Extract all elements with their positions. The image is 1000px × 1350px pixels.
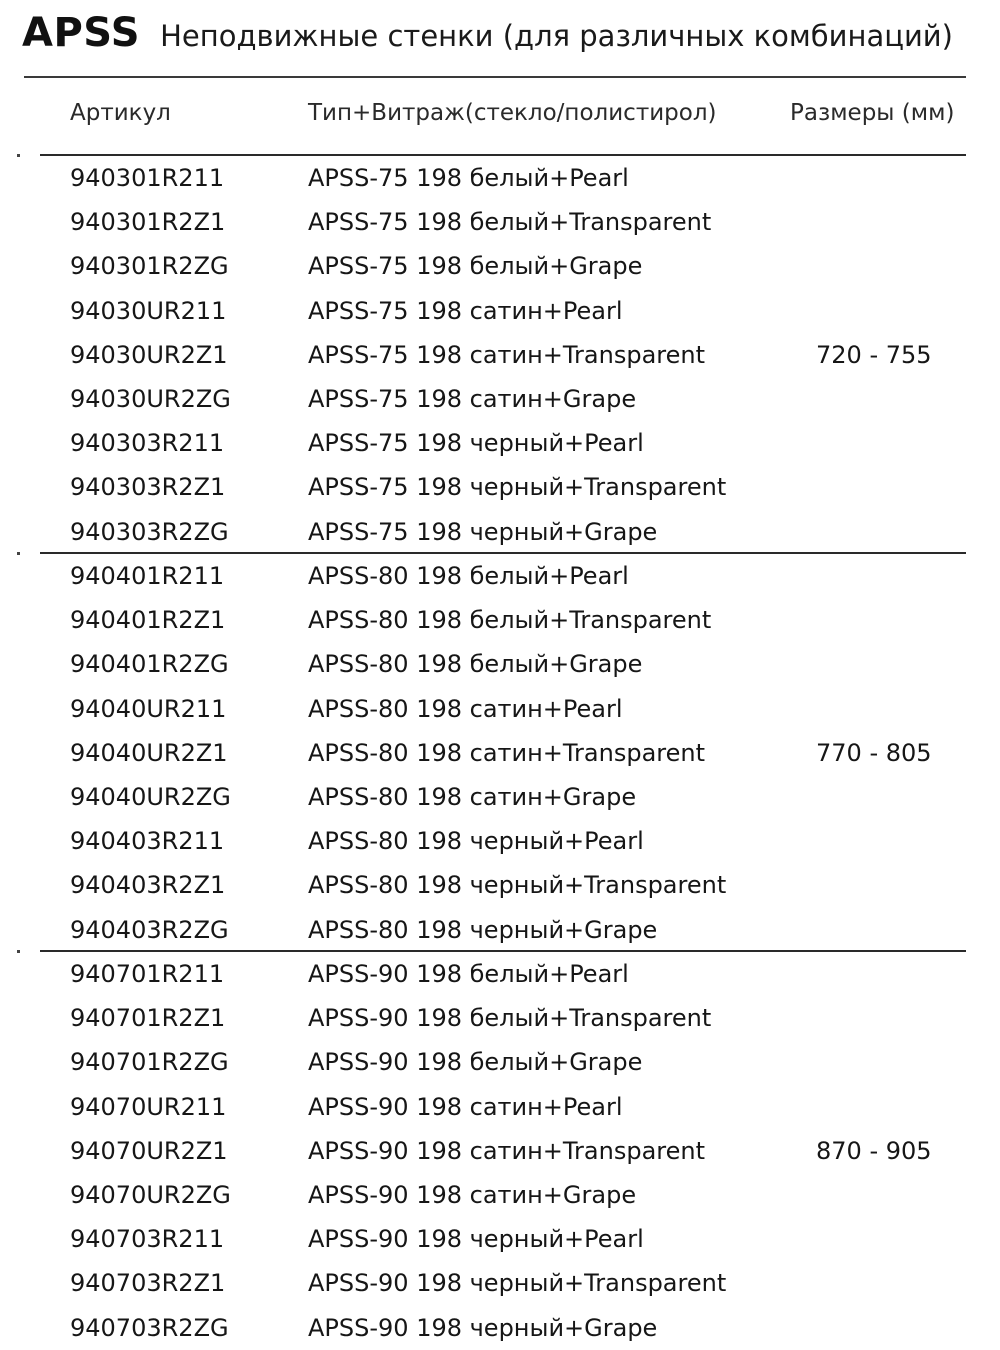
product-type: APSS-90 198 сатин+Grape (308, 1181, 637, 1209)
product-type: APSS-80 198 черный+Grape (308, 915, 658, 944)
article-code: 94070UR2ZG (70, 1181, 231, 1209)
table-group (0, 554, 1000, 952)
product-type: APSS-80 198 черный+Pearl (308, 827, 644, 856)
product-type: APSS-90 198 белый+Pearl (308, 960, 629, 988)
table-row (0, 421, 1000, 465)
group-divider (40, 950, 966, 952)
article-code: 940301R211 (70, 164, 225, 192)
table-row (0, 908, 1000, 952)
product-type: APSS-75 198 черный+Grape (308, 517, 658, 546)
product-type: APSS-75 198 черный+Pearl (308, 429, 644, 458)
article-code: 940403R211 (70, 827, 225, 856)
article-code: 94040UR2ZG (70, 783, 231, 811)
product-type: APSS-80 198 белый+Pearl (308, 562, 629, 590)
size-range: 770 - 805 (816, 738, 932, 767)
table-row (0, 465, 1000, 509)
article-code: 940301R2Z1 (70, 208, 226, 237)
column-header-size: Размеры (мм) (790, 100, 955, 126)
divider-mark (17, 552, 20, 555)
product-type: APSS-90 198 черный+Pearl (308, 1225, 644, 1254)
table-row (0, 687, 1000, 731)
table-row (0, 244, 1000, 288)
article-code: 940701R211 (70, 960, 225, 988)
article-code: 94030UR211 (70, 296, 227, 325)
group-divider (40, 552, 966, 554)
product-type: APSS-75 198 черный+Transparent (308, 473, 727, 502)
table-row (0, 1085, 1000, 1129)
size-range: 870 - 905 (816, 1136, 932, 1165)
table-row (0, 642, 1000, 686)
article-code: 940703R2Z1 (70, 1269, 226, 1298)
table-row (0, 1217, 1000, 1261)
product-type: APSS-80 198 сатин+Transparent (308, 738, 705, 767)
article-code: 94040UR2Z1 (70, 738, 228, 767)
table-row (0, 510, 1000, 554)
article-code: 940403R2Z1 (70, 871, 226, 900)
article-code: 940703R2ZG (70, 1313, 229, 1342)
article-code: 940701R2Z1 (70, 1004, 226, 1033)
article-code: 940401R2ZG (70, 650, 229, 679)
product-type: APSS-90 198 черный+Grape (308, 1313, 658, 1342)
product-type: APSS-90 198 сатин+Pearl (308, 1092, 623, 1121)
article-code: 940403R2ZG (70, 915, 229, 944)
product-type: APSS-90 198 сатин+Transparent (308, 1136, 705, 1165)
table-row (0, 200, 1000, 244)
article-code: 940303R2Z1 (70, 473, 226, 502)
article-code: 94030UR2Z1 (70, 340, 228, 369)
product-type: APSS-75 198 сатин+Transparent (308, 340, 705, 369)
title-divider (24, 76, 966, 78)
product-type: APSS-80 198 белый+Transparent (308, 606, 712, 635)
article-code: 940701R2ZG (70, 1048, 229, 1077)
document-title (22, 10, 953, 70)
article-code: 94070UR2Z1 (70, 1136, 228, 1165)
divider-mark (17, 950, 20, 953)
brand-name: APSS (22, 10, 141, 56)
article-code: 94040UR211 (70, 694, 227, 723)
product-type: APSS-75 198 белый+Transparent (308, 208, 712, 237)
article-code: 940303R2ZG (70, 517, 229, 546)
product-type: APSS-90 198 белый+Grape (308, 1048, 643, 1077)
article-code: 940301R2ZG (70, 252, 229, 281)
size-range: 720 - 755 (816, 340, 932, 369)
article-code: 940401R2Z1 (70, 606, 226, 635)
table-row (0, 863, 1000, 907)
product-type: APSS-80 198 белый+Grape (308, 650, 643, 679)
document-subtitle: Неподвижные стенки (для различных комбинаций) (160, 19, 953, 53)
table-row (0, 1261, 1000, 1305)
table-row (0, 377, 1000, 421)
table-row (0, 598, 1000, 642)
table-row (0, 775, 1000, 819)
product-type: APSS-75 198 белый+Pearl (308, 164, 629, 192)
article-code: 940401R211 (70, 562, 225, 590)
product-type: APSS-80 198 сатин+Pearl (308, 694, 623, 723)
column-header-type: Тип+Витраж(стекло/полистирол) (308, 100, 717, 126)
product-type: APSS-90 198 белый+Transparent (308, 1004, 712, 1033)
table-row (0, 554, 1000, 598)
product-type: APSS-90 198 черный+Transparent (308, 1269, 727, 1298)
product-type: APSS-80 198 сатин+Grape (308, 783, 637, 811)
table-row (0, 952, 1000, 996)
table-group (0, 156, 1000, 554)
table-row (0, 996, 1000, 1040)
table-row (0, 1306, 1000, 1350)
product-type: APSS-75 198 сатин+Grape (308, 385, 637, 413)
product-type: APSS-75 198 белый+Grape (308, 252, 643, 281)
product-type: APSS-75 198 сатин+Pearl (308, 296, 623, 325)
table-row (0, 1040, 1000, 1084)
article-code: 940303R211 (70, 429, 225, 458)
table-row (0, 289, 1000, 333)
table-row (0, 819, 1000, 863)
column-header-article: Артикул (70, 100, 171, 126)
article-code: 94070UR211 (70, 1092, 227, 1121)
table-row (0, 156, 1000, 200)
product-type: APSS-80 198 черный+Transparent (308, 871, 727, 900)
article-code: 940703R211 (70, 1225, 225, 1254)
table-group (0, 952, 1000, 1350)
article-code: 94030UR2ZG (70, 385, 231, 413)
table-row (0, 1173, 1000, 1217)
